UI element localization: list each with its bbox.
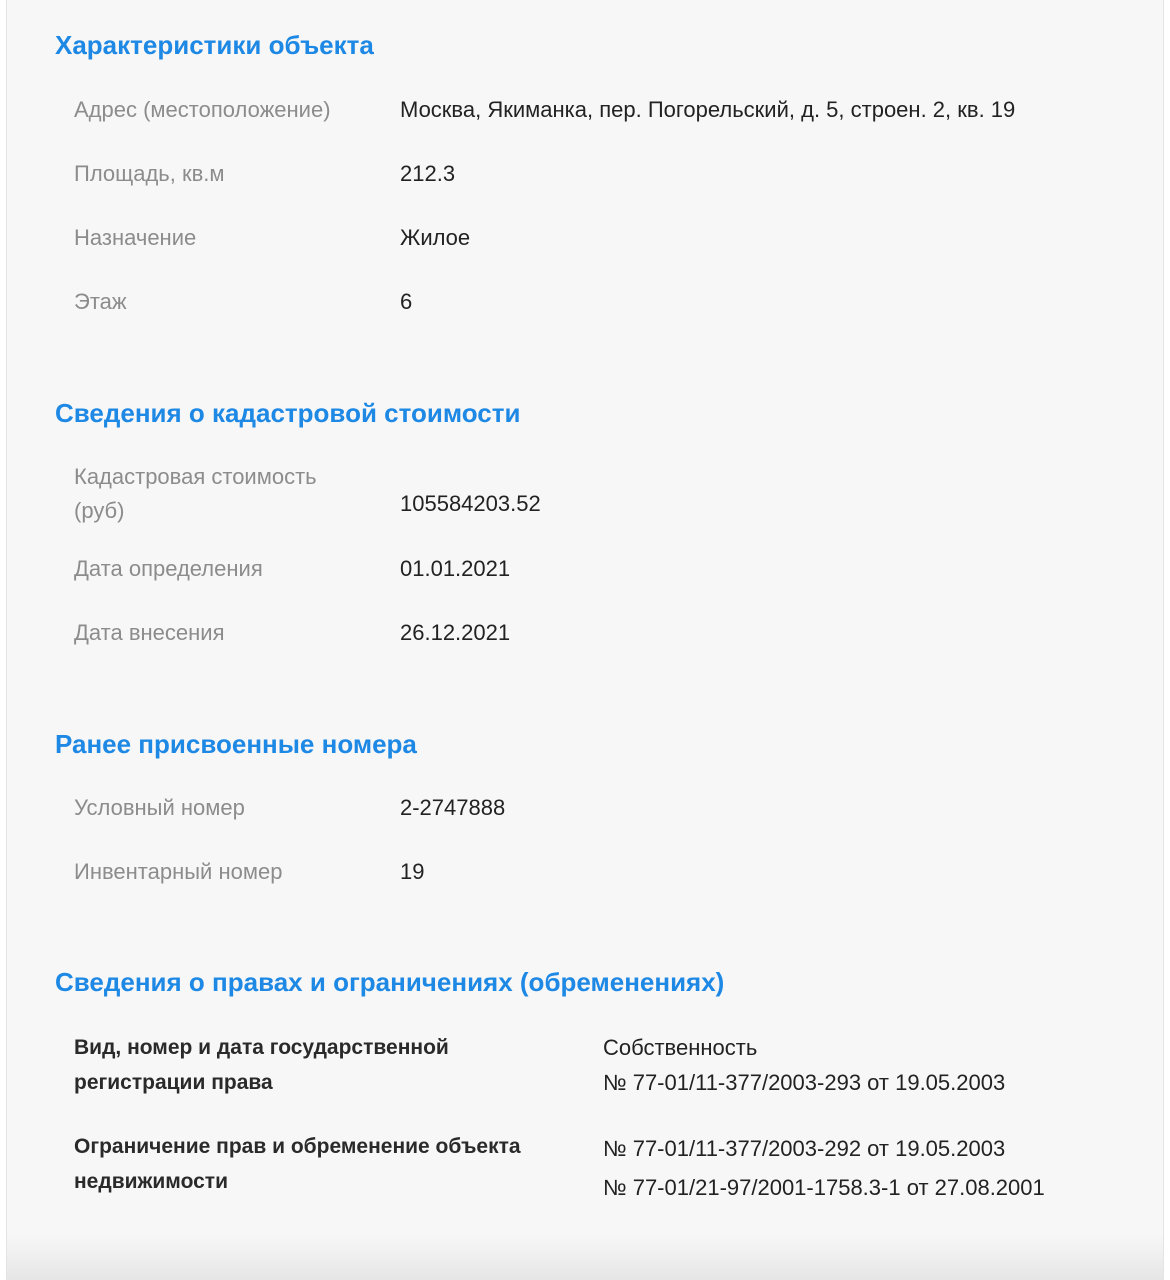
cadastral-value-label [74, 460, 317, 528]
section-title-cadastral-value: Сведения о кадастровой стоимости [55, 398, 521, 428]
section-title-rights: Сведения о правах и ограничениях (обременениях) [55, 967, 725, 997]
cadastral-value-label-line2: (руб) [74, 498, 125, 523]
encumbrance-label [74, 1129, 574, 1199]
encumbrance-number-1: № 77-01/11-377/2003-292 от 19.05.2003 [603, 1136, 1006, 1161]
address-label: Адрес (местоположение) [74, 97, 331, 122]
area-label: Площадь, кв.м [74, 161, 225, 186]
conditional-number-label: Условный номер [74, 795, 245, 820]
floor-value: 6 [400, 289, 413, 314]
object-info-panel [6, 0, 1164, 1280]
encumbrance-label-line1: Ограничение прав и обременение объекта [74, 1135, 521, 1158]
purpose-value: Жилое [400, 225, 471, 250]
inventory-number-value: 19 [400, 859, 425, 884]
encumbrance-label-line2: недвижимости [74, 1170, 228, 1193]
registration-right-number: № 77-01/11-377/2003-293 от 19.05.2003 [603, 1070, 1006, 1095]
section-title-previous-numbers: Ранее присвоенные номера [55, 729, 417, 759]
registration-right-label-line2: регистрации права [74, 1071, 273, 1094]
address-value: Москва, Якиманка, пер. Погорельский, д. 5, строен. 2, кв. 19 [400, 97, 1016, 122]
entry-date-label: Дата внесения [74, 620, 225, 645]
encumbrance-number-2: № 77-01/21-97/2001-1758.3-1 от 27.08.2001 [603, 1175, 1045, 1200]
inventory-number-label: Инвентарный номер [74, 859, 283, 884]
cadastral-value-amount: 105584203.52 [400, 491, 541, 516]
registration-right-label [74, 1030, 574, 1100]
entry-date-value: 26.12.2021 [400, 620, 511, 645]
encumbrance-value [603, 1129, 1045, 1207]
registration-right-value [603, 1030, 1005, 1100]
registration-right-label-line1: Вид, номер и дата государственной [74, 1036, 449, 1059]
determination-date-label: Дата определения [74, 556, 263, 581]
conditional-number-value: 2-2747888 [400, 795, 506, 820]
floor-label: Этаж [74, 289, 127, 314]
section-title-characteristics: Характеристики объекта [55, 30, 374, 60]
purpose-label: Назначение [74, 225, 197, 250]
cadastral-value-label-line1: Кадастровая стоимость [74, 464, 317, 489]
determination-date-value: 01.01.2021 [400, 556, 511, 581]
registration-right-type: Собственность [603, 1035, 758, 1060]
area-value: 212.3 [400, 161, 456, 186]
bottom-shadow [7, 1234, 1163, 1280]
